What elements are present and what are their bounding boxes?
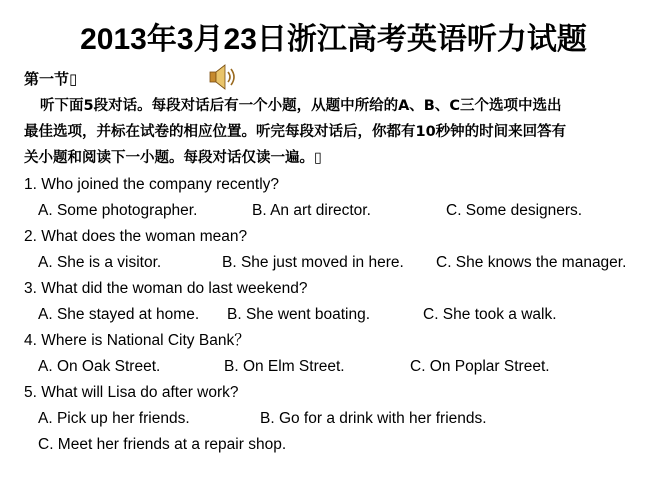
question-2: 2. What does the woman mean? <box>24 228 248 245</box>
speaker-icon[interactable] <box>208 62 238 92</box>
page-title: 2013年3月23日浙江高考英语听力试题 <box>80 23 587 56</box>
question-3: 3. What did the woman do last weekend? <box>24 280 308 297</box>
question-4-option-a[interactable]: A. On Oak Street. <box>38 358 161 375</box>
question-3-option-c[interactable]: C. She took a walk. <box>423 306 557 323</box>
question-2-option-b[interactable]: B. She just moved in here. <box>222 254 404 271</box>
question-3-option-b[interactable]: B. She went boating. <box>227 306 371 323</box>
question-5-option-b[interactable]: B. Go for a drink with her friends. <box>260 410 487 427</box>
question-5-option-c[interactable]: C. Meet her friends at a repair shop. <box>38 436 287 453</box>
section-label: 第一节▯ <box>24 71 78 88</box>
question-1-option-b[interactable]: B. An art director. <box>252 202 371 219</box>
question-1-option-a[interactable]: A. Some photographer. <box>38 202 198 219</box>
instruction-line: 最佳选项，并标在试卷的相应位置。听完每段对话后，你都有10秒钟的时间来回答有 <box>24 124 567 140</box>
question-5-option-a[interactable]: A. Pick up her friends. <box>38 410 190 427</box>
question-1: 1. Who joined the company recently? <box>24 176 280 193</box>
question-4-option-b[interactable]: B. On Elm Street. <box>224 358 345 375</box>
question-2-option-a[interactable]: A. She is a visitor. <box>38 254 162 271</box>
question-4-option-c[interactable]: C. On Poplar Street. <box>410 358 550 375</box>
instruction-line: 关小题和阅读下一小题。每段对话仅读一遍。▯ <box>24 150 322 166</box>
question-2-option-c[interactable]: C. She knows the manager. <box>436 254 627 271</box>
question-3-option-a[interactable]: A. She stayed at home. <box>38 306 200 323</box>
question-4: 4. Where is National City Bank？ <box>24 332 250 349</box>
instruction-line: 听下面5段对话。每段对话后有一个小题，从题中所给的A、B、C三个选项中选出 <box>40 98 562 114</box>
question-1-option-c[interactable]: C. Some designers. <box>446 202 583 219</box>
question-5: 5. What will Lisa do after work? <box>24 384 239 401</box>
